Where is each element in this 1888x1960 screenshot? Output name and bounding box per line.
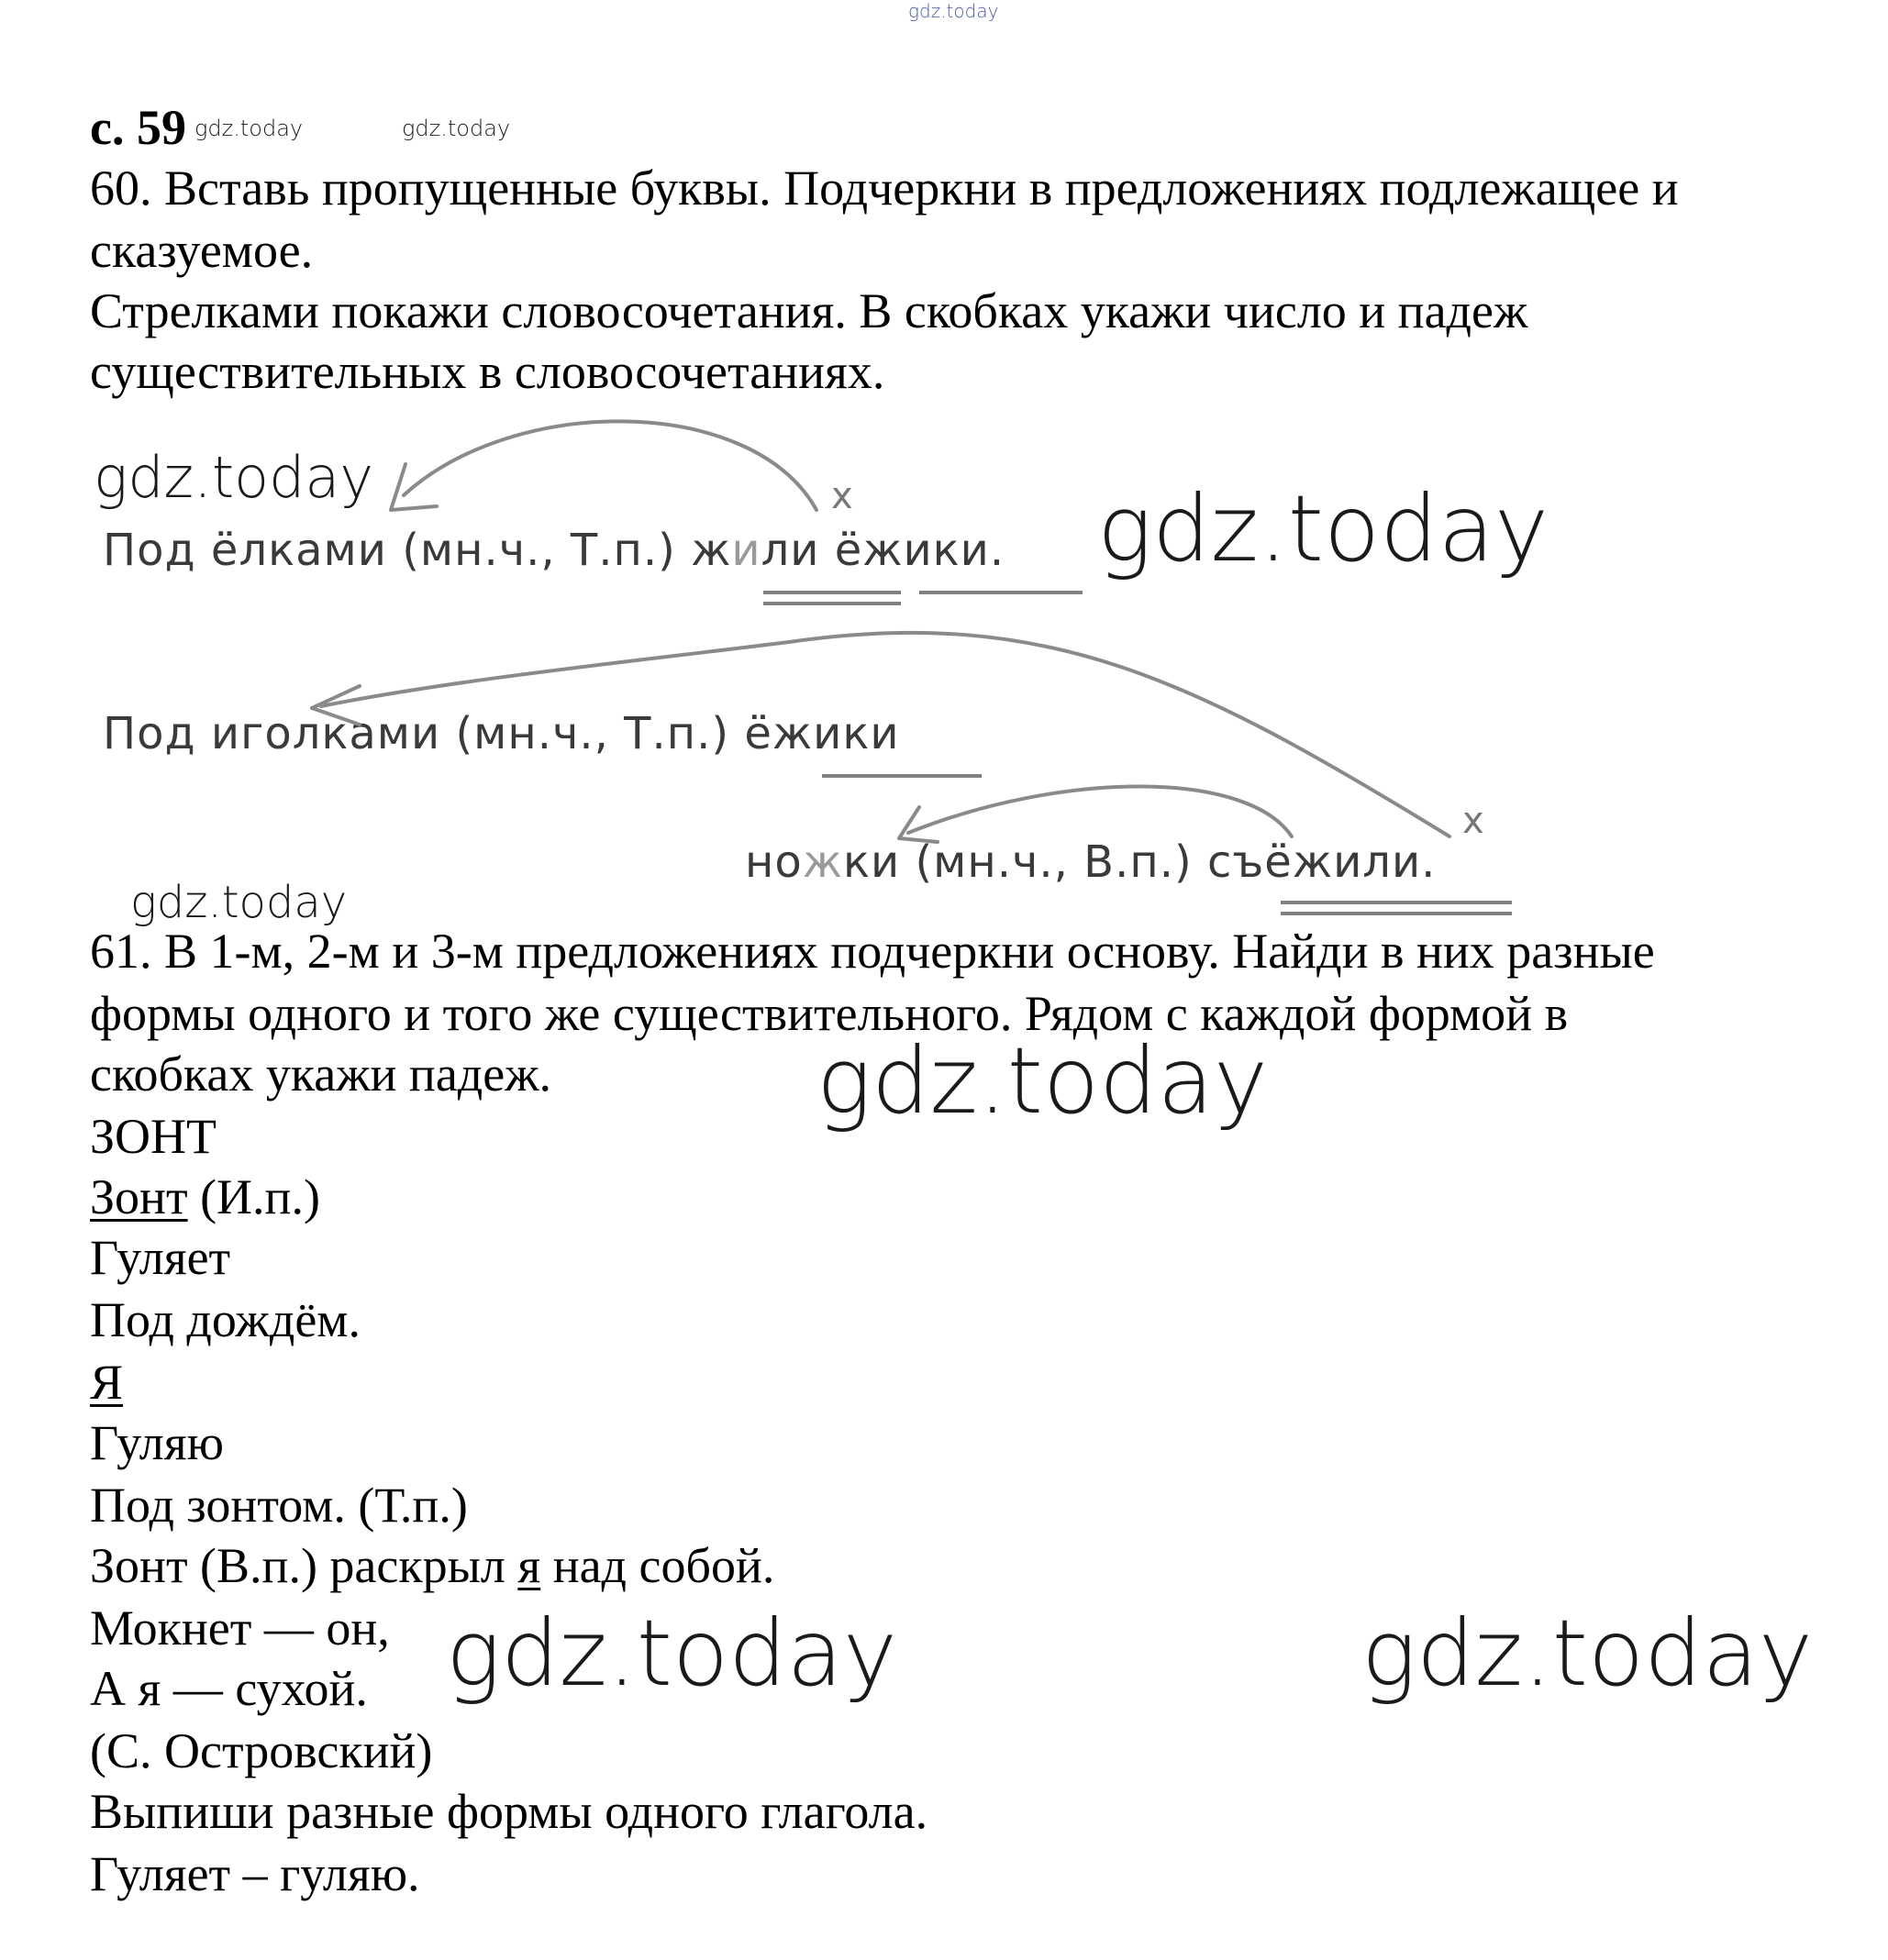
poem-line: Гуляет [90, 1230, 231, 1285]
watermark-large: gdz.today [816, 1027, 1269, 1135]
ex61-task-line: Выпиши разные формы одного глагола. [90, 1784, 928, 1839]
poem-author: (С. Островский) [90, 1723, 433, 1778]
poem-subject: Зонт [90, 1169, 188, 1224]
poem-line: Под дождём. [90, 1292, 361, 1347]
watermark-medium: gdz.today [130, 877, 348, 928]
poem-line: Зонт (И.п.) [90, 1169, 320, 1224]
watermark-medium: gdz.today [94, 444, 374, 511]
poem-line: Под зонтом. (Т.п.) [90, 1478, 468, 1533]
watermark-large: gdz.today [446, 1600, 898, 1707]
watermark-small: gdz.today [402, 116, 511, 141]
sentence-1-predicate: жили [691, 525, 820, 576]
ex61-task-line: 61. В 1-м, 2-м и 3-м предложениях подчеркни основу. Найди в них разные [90, 924, 1655, 979]
watermark-large: gdz.today [1097, 475, 1549, 582]
arrow-icon [908, 786, 1292, 836]
sentence-2-lead: Под иголками (мн.ч., Т.п.) [103, 708, 730, 759]
ex60-task-line: существительных в словосочетаниях. [90, 344, 885, 399]
ex60-task-line: Стрелками покажи словосочетания. В скобках укажи число и падеж [90, 283, 1528, 338]
poem-line: Гуляю [90, 1415, 224, 1470]
arrow-icon [321, 633, 1449, 836]
ex60-task-line: 60. Вставь пропущенные буквы. Подчеркни в предложениях подлежащее и [90, 161, 1679, 216]
page-ref: с. 59 [90, 100, 186, 155]
sentence-1-subject: ёжики [834, 525, 990, 576]
poem-subject: я [517, 1538, 541, 1593]
sentence-3-predicate: съёжили [1206, 836, 1422, 888]
poem-line: Я [90, 1355, 124, 1410]
arrow-icon [404, 421, 816, 510]
watermark-small: gdz.today [194, 116, 304, 141]
ex60-task-line: сказуемое. [90, 223, 314, 278]
sentence-1: Под ёлками (мн.ч., Т.п.) жили ёжики. [103, 525, 1005, 576]
mark-x: x [1462, 800, 1484, 842]
sentence-1-lead: Под ёлками (мн.ч., Т.п.) [103, 525, 676, 576]
ex61-task-line: скобках укажи падеж. [90, 1046, 552, 1102]
ex61-task-line: формы одного и того же существительного. Рядом с каждой формой в [90, 986, 1569, 1041]
poem-line: А я — сухой. [90, 1661, 368, 1716]
mark-x: x [831, 475, 853, 517]
poem-line: Мокнет — он, [90, 1600, 390, 1655]
sentence-3: ножки (мн.ч., В.п.) съёжили. [745, 836, 1437, 888]
watermark-top: gdz.today [908, 0, 999, 22]
poem-title: ЗОНТ [90, 1109, 217, 1164]
arrow-head-icon [312, 686, 360, 725]
watermark-large: gdz.today [1361, 1600, 1814, 1707]
ex61-answer: Гуляет – гуляю. [90, 1846, 420, 1901]
poem-line: Зонт (В.п.) раскрыл я над собой. [90, 1538, 775, 1593]
sentence-3-object: ножки (мн.ч., В.п.) [745, 836, 1193, 888]
sentence-2-subject: ёжики [744, 708, 900, 759]
